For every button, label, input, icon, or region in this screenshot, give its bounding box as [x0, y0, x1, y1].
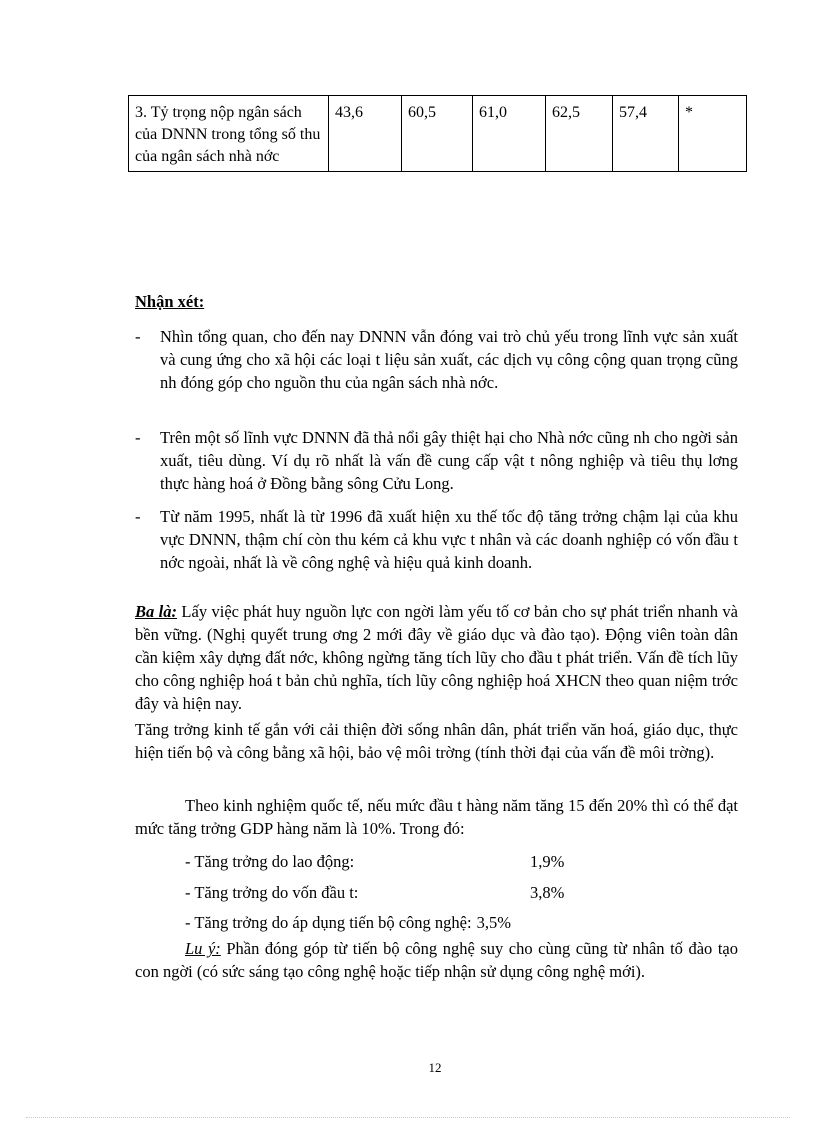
table-cell: 62,5 [546, 96, 613, 172]
list-item-label: - Tăng trởng do vốn đầu t: [185, 882, 359, 902]
list-item-value: 3,5% [476, 913, 511, 932]
list-item-label: - Tăng trởng do áp dụng tiến bộ công nghệ: [185, 913, 472, 932]
table-cell: 43,6 [329, 96, 402, 172]
statistics-table [128, 95, 747, 172]
list-item-value: 3,8% [530, 882, 565, 902]
page-divider [26, 1117, 790, 1118]
list-item-label: - Tăng trởng do lao động: [185, 852, 355, 871]
bullet-mark: - [135, 327, 141, 346]
list-item [135, 426, 738, 495]
bullet-text: Từ năm 1995, nhất là từ 1996 đã xuất hiện xu thế tốc độ tăng trởng chậm lại của khu vực DNNN, thậm chí còn thu kém cả khu vực t nhân và các doanh nghiệp có vốn đầu t nớc ngoài, nhất là về công nghệ và hiệu quả kinh doanh. [160, 507, 738, 572]
bullet-text: Trên một số lĩnh vực DNNN đã thả nổi gây thiệt hại cho Nhà nớc cũng nh cho ngời sản xuất, tiêu dùng. Ví dụ rõ nhất là vấn đề cung cấp vật t nông nghiệp và tiêu thụ lơng thực hàng hoá ở Đồng bằng sông Cửu Long. [160, 428, 738, 493]
paragraph-text: Theo kinh nghiệm quốc tế, nếu mức đầu t hàng năm tăng 15 đến 20% thì có thể đạt mức tăng trởng GDP hàng năm là 10%. Trong đó: [135, 796, 738, 838]
list-item-value: 1,9% [530, 852, 565, 871]
list-item [185, 847, 564, 878]
bullet-text: Nhìn tổng quan, cho đến nay DNNN vẫn đóng vai trò chủ yếu trong lĩnh vực sản xuất và cung ứng cho xã hội các loại t liệu sản xuất, các dịch vụ công cộng quan trọng cũng nh đóng góp cho nguồn thu của ngân sách nhà nớc. [160, 327, 738, 392]
paragraph-ba-la [135, 600, 738, 715]
list-item [135, 505, 738, 574]
table-cell: 60,5 [402, 96, 473, 172]
list-item [185, 908, 564, 939]
bullet-mark: - [135, 507, 141, 526]
paragraph-label: Ba là: [135, 602, 178, 621]
paragraph-experience [135, 794, 738, 840]
table-row [129, 96, 747, 172]
bullet-mark: - [135, 428, 141, 447]
paragraph-text: Lấy việc phát huy nguồn lực con ngời làm yếu tố cơ bản cho sự phát triển nhanh và bền vững. (Nghị quyết trung ơng 2 mới đây về giáo dục và đào tạo). Động viên toàn dân cần kiệm xây dựng đất nớc, không ngừng tăng tích lũy cho đầu t phát triển. Vấn đề tích lũy cho công nghiệp hoá t bản chủ nghĩa, tích lũy công nghiệp hoá XHCN theo quan niệm trớc đây và hiện nay. [135, 602, 738, 713]
row-label: 3. Tỷ trọng nộp ngân sách của DNNN trong tổng số thu của ngân sách nhà nớc [129, 96, 329, 172]
table-cell: 57,4 [613, 96, 679, 172]
growth-breakdown-list [185, 847, 564, 939]
note-text: Phần đóng góp từ tiến bộ công nghệ suy cho cùng cũng từ nhân tố đào tạo con ngời (có sức sáng tạo công nghệ hoặc tiếp nhận sử dụng công nghệ mới). [135, 939, 738, 981]
paragraph-growth: Tăng trởng kinh tế gắn với cải thiện đời sống nhân dân, phát triển văn hoá, giáo dục, thực hiện tiến bộ và công bằng xã hội, bảo vệ môi trờng (tính thời đại của vấn đề môi trờng). [135, 720, 738, 762]
list-item [185, 878, 564, 909]
table-cell: * [679, 96, 747, 172]
table-cell: 61,0 [473, 96, 546, 172]
section-heading: Nhận xét: [135, 292, 205, 311]
paragraph-note [135, 937, 738, 983]
page-number: 12 [428, 1060, 442, 1075]
note-label: Lu ý: [185, 939, 221, 958]
list-item [135, 325, 738, 394]
